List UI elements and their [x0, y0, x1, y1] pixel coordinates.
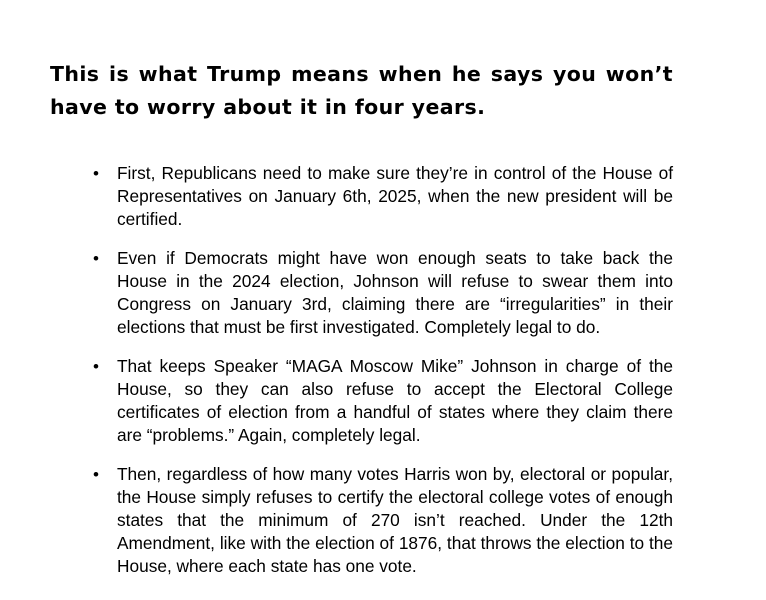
bullet-icon: •: [93, 357, 99, 376]
bullet-text: First, Republicans need to make sure they’re in control of the House of Representatives on January 6th, 2025, when the new president will be certified.: [117, 163, 673, 229]
bullet-icon: •: [93, 164, 99, 183]
document-heading: This is what Trump means when he says you won’t have to worry about it in four years.: [50, 62, 673, 119]
bullet-icon: •: [93, 465, 99, 484]
bullet-text: Then, regardless of how many votes Harris won by, electoral or popular, the House simply refuses to certify the electoral college votes of enough states that the minimum of 270 isn’t reached. Under the 12th Amendment, like with the election of 1876, that throws the election to the House, where each state has one vote.: [117, 464, 673, 576]
list-item: [0, 463, 673, 578]
list-item: [0, 162, 673, 231]
list-item: [0, 355, 673, 447]
bullet-text: That keeps Speaker “MAGA Moscow Mike” Johnson in charge of the House, so they can also refuse to accept the Electoral College certificates of election from a handful of states where they claim there are “problems.” Again, completely legal.: [117, 356, 673, 445]
bullet-list: [0, 162, 766, 594]
list-item: [0, 247, 673, 339]
bullet-text: Even if Democrats might have won enough seats to take back the House in the 2024 election, Johnson will refuse to swear them into Congress on January 3rd, claiming there are “irregularities” in their elections that must be first investigated. Completely legal to do.: [117, 248, 673, 337]
bullet-icon: •: [93, 249, 99, 268]
